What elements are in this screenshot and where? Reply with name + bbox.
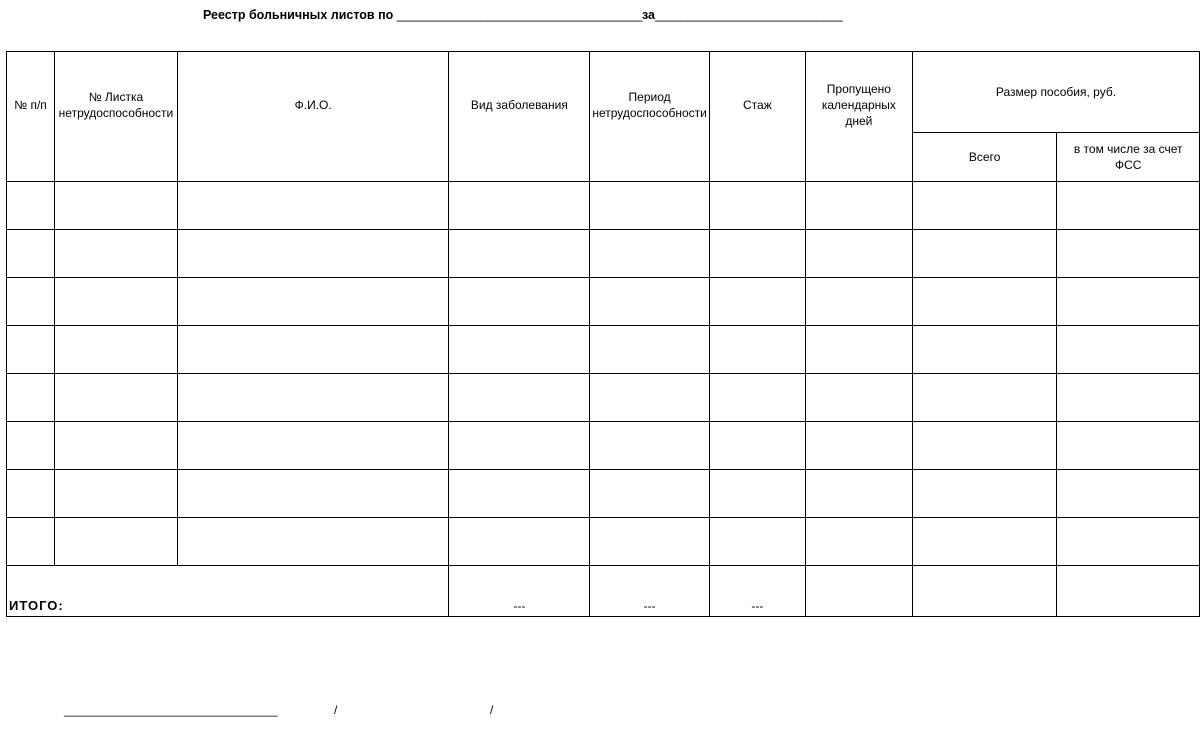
- cell-fss: [1057, 374, 1200, 422]
- signature-line: ________________________________: [64, 703, 278, 717]
- header-fio: Ф.И.О.: [177, 52, 449, 182]
- cell-period: [590, 374, 710, 422]
- totals-row: [7, 566, 1200, 617]
- table-row: [7, 518, 1200, 566]
- cell-experience: [709, 182, 805, 230]
- cell-sheet: [55, 422, 178, 470]
- header-missed-days: Пропущено календарных дней: [805, 52, 912, 182]
- totals-fss: [1057, 566, 1200, 617]
- cell-days: [805, 182, 912, 230]
- cell-num: [7, 278, 55, 326]
- table-row: [7, 422, 1200, 470]
- table-row: [7, 374, 1200, 422]
- table-row: [7, 278, 1200, 326]
- cell-num: [7, 422, 55, 470]
- cell-num: [7, 470, 55, 518]
- cell-disease: [449, 230, 590, 278]
- cell-disease: [449, 326, 590, 374]
- totals-sum: [912, 566, 1056, 617]
- cell-experience: [709, 470, 805, 518]
- cell-days: [805, 278, 912, 326]
- header-row: [7, 52, 1200, 133]
- cell-fio: [177, 182, 449, 230]
- cell-experience: [709, 326, 805, 374]
- cell-period: [590, 278, 710, 326]
- cell-fss: [1057, 518, 1200, 566]
- cell-disease: [449, 278, 590, 326]
- cell-num: [7, 326, 55, 374]
- cell-fio: [177, 518, 449, 566]
- cell-sum: [912, 278, 1056, 326]
- title-period-word: за: [641, 8, 655, 22]
- cell-fss: [1057, 182, 1200, 230]
- cell-period: [590, 422, 710, 470]
- header-sheet-number: № Листка нетрудоспособности: [55, 52, 178, 182]
- cell-experience: [709, 278, 805, 326]
- sick-leave-registry-table: [6, 51, 1200, 617]
- totals-period: ---: [590, 566, 710, 617]
- cell-num: [7, 374, 55, 422]
- cell-num: [7, 182, 55, 230]
- cell-sheet: [55, 518, 178, 566]
- cell-num: [7, 230, 55, 278]
- cell-days: [805, 470, 912, 518]
- cell-experience: [709, 518, 805, 566]
- cell-fss: [1057, 422, 1200, 470]
- cell-disease: [449, 182, 590, 230]
- cell-days: [805, 518, 912, 566]
- header-disease: Вид заболевания: [449, 52, 590, 182]
- cell-sum: [912, 422, 1056, 470]
- cell-days: [805, 326, 912, 374]
- cell-fio: [177, 422, 449, 470]
- cell-sum: [912, 326, 1056, 374]
- cell-days: [805, 230, 912, 278]
- cell-sheet: [55, 230, 178, 278]
- cell-sheet: [55, 182, 178, 230]
- cell-days: [805, 374, 912, 422]
- document-title: [203, 8, 842, 22]
- cell-disease: [449, 518, 590, 566]
- organization-blank: ______________________________________: [396, 8, 642, 22]
- totals-disease: ---: [449, 566, 590, 617]
- cell-disease: [449, 374, 590, 422]
- totals-experience: ---: [709, 566, 805, 617]
- cell-fss: [1057, 278, 1200, 326]
- cell-fio: [177, 374, 449, 422]
- header-benefit-fss: в том числе за счет ФСС: [1057, 133, 1200, 182]
- cell-sum: [912, 518, 1056, 566]
- cell-num: [7, 518, 55, 566]
- signature-slash-2: /: [490, 703, 494, 717]
- table-row: [7, 182, 1200, 230]
- cell-sheet: [55, 470, 178, 518]
- cell-experience: [709, 422, 805, 470]
- signature-slash-1: /: [334, 703, 338, 717]
- cell-sum: [912, 470, 1056, 518]
- cell-period: [590, 182, 710, 230]
- cell-fio: [177, 326, 449, 374]
- cell-sheet: [55, 326, 178, 374]
- cell-period: [590, 326, 710, 374]
- cell-fio: [177, 470, 449, 518]
- cell-fss: [1057, 230, 1200, 278]
- period-blank: _____________________________: [654, 8, 843, 22]
- header-experience: Стаж: [709, 52, 805, 182]
- header-benefit: Размер пособия, руб.: [912, 52, 1199, 133]
- cell-fio: [177, 230, 449, 278]
- cell-fss: [1057, 470, 1200, 518]
- table-row: [7, 470, 1200, 518]
- cell-sum: [912, 374, 1056, 422]
- cell-sheet: [55, 278, 178, 326]
- cell-disease: [449, 422, 590, 470]
- cell-sheet: [55, 374, 178, 422]
- cell-fio: [177, 278, 449, 326]
- cell-period: [590, 230, 710, 278]
- cell-disease: [449, 470, 590, 518]
- cell-fss: [1057, 326, 1200, 374]
- header-num: № п/п: [7, 52, 55, 182]
- table-row: [7, 230, 1200, 278]
- header-period: Период нетрудоспособности: [590, 52, 710, 182]
- title-prefix: Реестр больничных листов по: [203, 8, 394, 22]
- cell-days: [805, 422, 912, 470]
- totals-days: [805, 566, 912, 617]
- cell-period: [590, 518, 710, 566]
- table-row: [7, 326, 1200, 374]
- cell-sum: [912, 230, 1056, 278]
- cell-experience: [709, 374, 805, 422]
- cell-period: [590, 470, 710, 518]
- header-benefit-total: Всего: [912, 133, 1056, 182]
- cell-sum: [912, 182, 1056, 230]
- cell-experience: [709, 230, 805, 278]
- totals-label: ИТОГО:: [7, 566, 449, 617]
